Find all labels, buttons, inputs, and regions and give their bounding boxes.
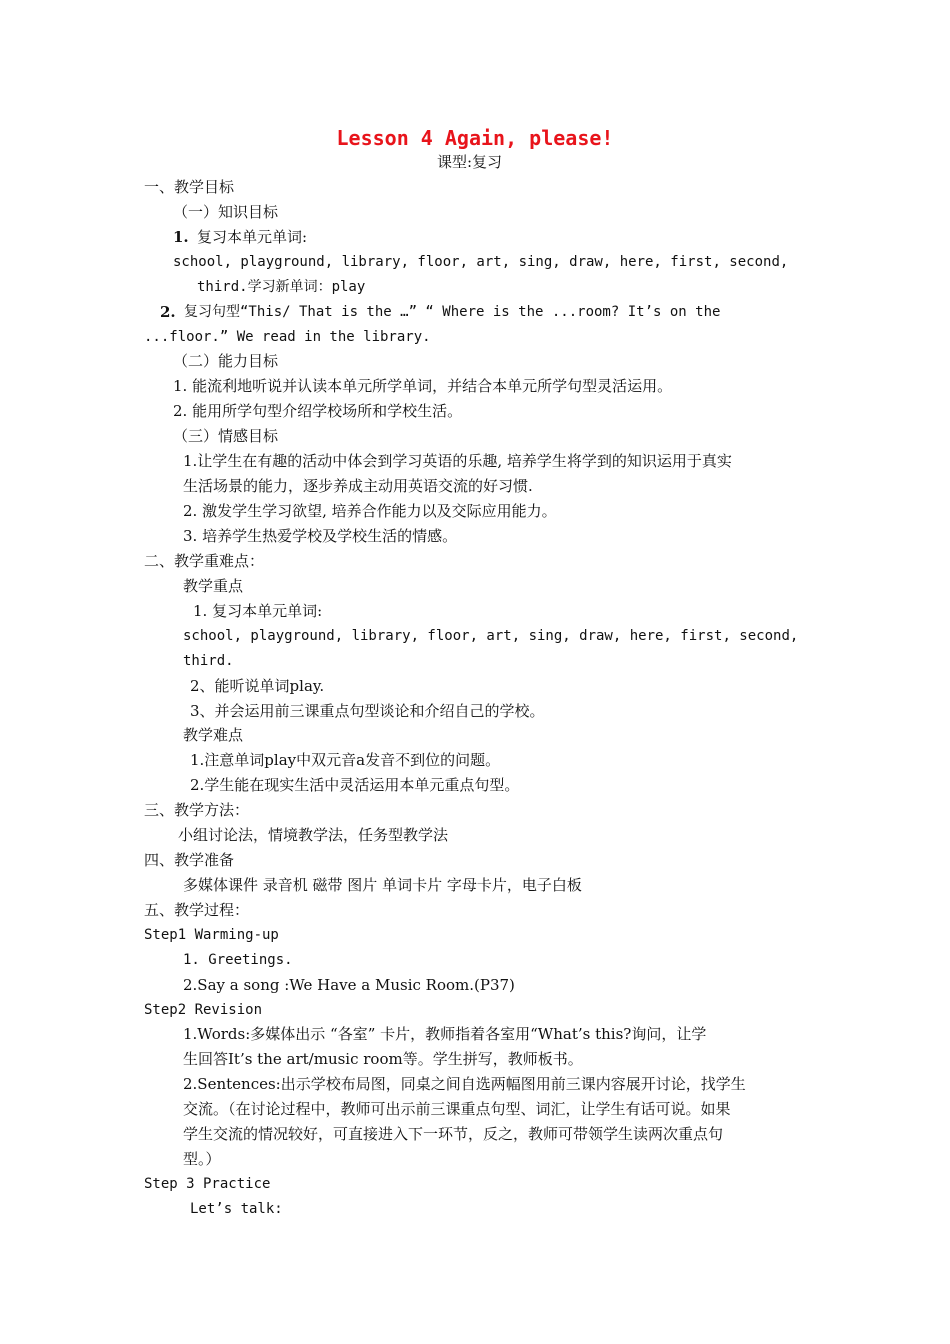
step-heading: Step2 Revision <box>144 1002 263 1018</box>
text-line: 多媒体课件 录音机 磁带 图片 单词卡片 字母卡片，电子白板 <box>183 876 582 894</box>
section-heading: 五、教学过程： <box>144 901 250 919</box>
subsection-heading: 教学重点 <box>183 577 244 595</box>
text-line: third. <box>183 653 234 669</box>
list-number: 1. <box>173 228 189 246</box>
text-line: 1.注意单词play中双元音a发音不到位的问题。 <box>190 751 501 769</box>
text-line: 复习句型“This/ That is the …” “ Where is the ...room? It’s on the <box>184 304 721 320</box>
subsection-heading: （三）情感目标 <box>173 427 279 445</box>
section-heading: 一、教学目标 <box>144 178 235 196</box>
text-line: 生活场景的能力，逐步养成主动用英语交流的好习惯. <box>183 477 533 495</box>
text-line: 1.让学生在有趣的活动中体会到学习英语的乐趣, 培养学生将学到的知识运用于真实 <box>183 452 732 470</box>
text-line: 1. 能流利地听说并认读本单元所学单词，并结合本单元所学句型灵活运用。 <box>173 377 673 395</box>
step-heading: Step1 Warming-up <box>144 927 279 943</box>
step-heading: Step 3 Practice <box>144 1176 271 1192</box>
subsection-heading: 教学难点 <box>183 726 244 744</box>
text-line: 学生交流的情况较好，可直接进入下一环节，反之，教师可带领学生读两次重点句 <box>183 1125 724 1143</box>
lesson-type: 课型:复习 <box>437 153 503 171</box>
text-line: school, playground, library, floor, art, sing, draw, here, first, second, <box>183 628 799 644</box>
text-line: ...floor.” We read in the library. <box>144 329 431 345</box>
text-line: 2.学生能在现实生活中灵活运用本单元重点句型。 <box>190 776 520 794</box>
subsection-heading: （一）知识目标 <box>173 203 279 221</box>
text-line: 1. Greetings. <box>183 952 293 968</box>
text-line: 2.Say a song :We Have a Music Room.(P37) <box>183 976 515 994</box>
text-line: 生回答It’s the art/music room等。学生拼写，教师板书。 <box>183 1050 583 1068</box>
section-heading: 四、教学准备 <box>144 851 235 869</box>
subsection-heading: （二）能力目标 <box>173 352 279 370</box>
section-heading: 三、教学方法： <box>144 801 250 819</box>
text-line: school, playground, library, floor, art, sing, draw, here, first, second, <box>173 254 789 270</box>
text-line: 2. 能用所学句型介绍学校场所和学校生活。 <box>173 402 463 420</box>
text-line: 3、并会运用前三课重点句型谈论和介绍自己的学校。 <box>190 702 545 720</box>
text-line: 小组讨论法，情境教学法，任务型教学法 <box>178 826 449 844</box>
text-line: 1.Words:多媒体出示 “各室” 卡片，教师指着各室用“What’s this?询问，让学 <box>183 1025 707 1043</box>
text-line: third.学习新单词：play <box>197 279 366 295</box>
text-line: 2.Sentences:出示学校布局图，同桌之间自选两幅图用前三课内容展开讨论，找学生 <box>183 1075 746 1093</box>
text-line: 2. 激发学生学习欲望, 培养合作能力以及交际应用能力。 <box>183 502 557 520</box>
text-line: Let’s talk: <box>190 1201 283 1217</box>
text-line: 1. 复习本单元单词: <box>193 602 323 620</box>
lesson-title: Lesson 4 Again, please! <box>336 126 614 150</box>
list-number: 2. <box>160 303 176 321</box>
text-line: 2、能听说单词play. <box>190 677 325 695</box>
text-line: 3. 培养学生热爱学校及学校生活的情感。 <box>183 527 458 545</box>
text-line: 复习本单元单词: <box>197 228 308 246</box>
section-heading: 二、教学重难点： <box>144 552 265 570</box>
text-line: 交流。（在讨论过程中，教师可出示前三课重点句型、词汇，让学生有话可说。如果 <box>183 1100 731 1118</box>
text-line: 型。） <box>183 1150 221 1168</box>
